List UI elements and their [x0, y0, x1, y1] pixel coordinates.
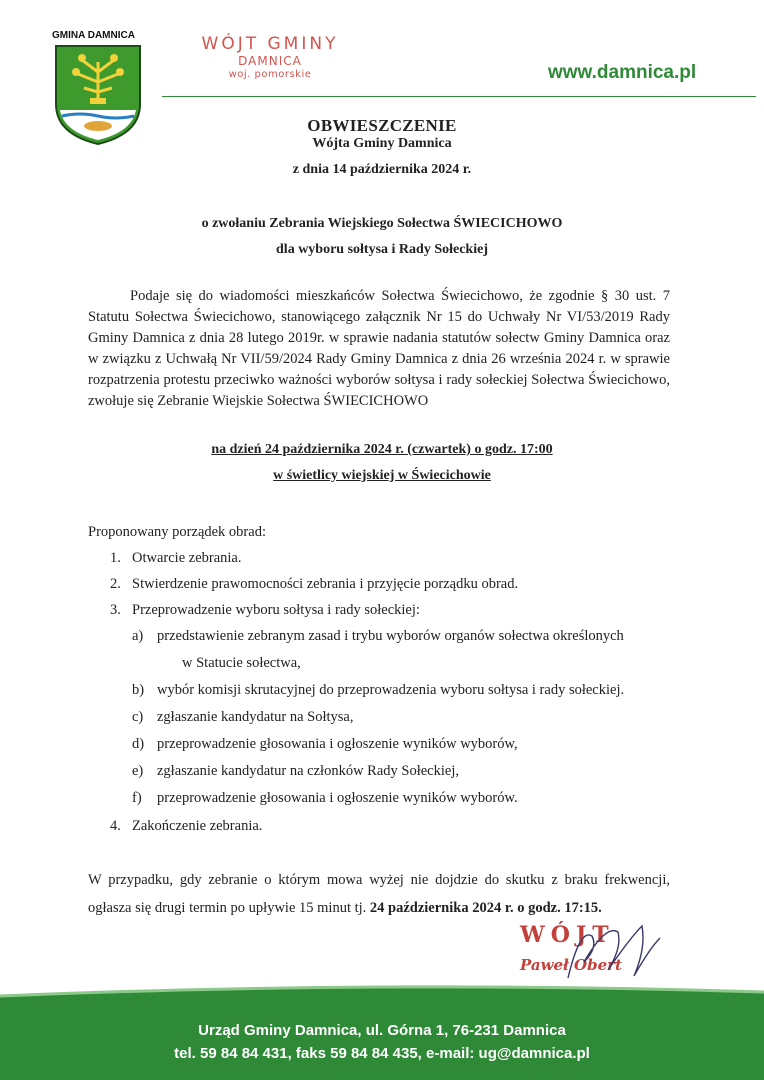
notice-date: z dnia 14 października 2024 r.	[292, 162, 472, 177]
stamp-city: DAMNICA	[238, 54, 302, 68]
agenda-subitem-label: e)	[132, 763, 144, 779]
agenda-subitem	[0, 682, 764, 702]
agenda-item	[0, 576, 764, 596]
agenda-subitem-text: przeprowadzenie głosowania i ogłoszenie wyników wyborów,	[157, 736, 518, 752]
agenda-subitem-text: zgłaszanie kandydatur na członków Rady Sołeckiej,	[157, 763, 459, 779]
agenda-subitem-label: a)	[132, 628, 144, 644]
agenda-item-number: 2.	[110, 576, 121, 592]
notice-paragraph: Podaje się do wiadomości mieszkańców Sołectwa Świecichowo, że zgodnie § 30 ust. 7 Statutu Sołectwa Świecichowo, stanowiącego załącznik Nr 15 do Uchwały Nr VI/53/2019 Rady Gminy Damnica z dnia 28 lutego 2019r. w sprawie nadania statutów sołectw Gminy Damnica oraz w związku z Uchwałą Nr VII/59/2024 Rady Gminy Damnica z dnia 26 września 2024 r. w sprawie rozpatrzenia protestu przeciwko ważności wyborów sołtysa i rady sołeckiej Sołectwa Świecichowo, zwołuje się Zebranie Wiejskie Sołectwa ŚWIECICHOWO	[88, 288, 670, 409]
handwritten-signature-icon	[510, 918, 670, 982]
agenda-item-number: 4.	[110, 818, 121, 834]
municipality-label: GMINA DAMNICA	[52, 30, 135, 41]
agenda-subitem-text: wybór komisji skrutacyjnej do przeprowadzenia wyboru sołtysa i rady sołeckiej.	[157, 682, 625, 698]
stamp-title: WÓJT GMINY	[201, 34, 339, 54]
meeting-date: na dzień 24 października 2024 r. (czwartek) o godz. 17:00	[211, 442, 553, 457]
agenda-item-text: Zakończenie zebrania.	[132, 818, 263, 834]
agenda-subitem-text: przeprowadzenie głosowania i ogłoszenie wyników wyborów.	[157, 790, 518, 806]
agenda-item-text: Stwierdzenie prawomocności zebrania i przyjęcie porządku obrad.	[132, 576, 519, 592]
website-link[interactable]: www.damnica.pl	[548, 62, 697, 83]
agenda-item-text: Otwarcie zebrania.	[132, 550, 242, 566]
stamp-region: woj. pomorskie	[228, 69, 312, 80]
agenda-subitem	[0, 736, 764, 756]
closing-second-term: 24 października 2024 r. o godz. 17:15.	[369, 900, 602, 916]
agenda-subitem	[0, 709, 764, 729]
agenda-item-text: Przeprowadzenie wyboru sołtysa i rady sołeckiej:	[132, 602, 420, 618]
agenda-subitem-label: b)	[132, 682, 145, 698]
signature-name: Paweł Obert	[520, 956, 622, 974]
agenda-subitem-text: przedstawienie zebranym zasad i trybu wyborów organów sołectwa określonych	[157, 628, 624, 644]
notice-topic-line-2: dla wyboru sołtysa i Rady Sołeckiej	[276, 242, 488, 257]
agenda-subitem	[0, 628, 764, 674]
agenda-subitem-label: f)	[132, 790, 142, 806]
notice-title: OBWIESZCZENIE	[307, 116, 457, 135]
agenda-item-number: 1.	[110, 550, 121, 566]
notice-topic-line-1: o zwołaniu Zebrania Wiejskiego Sołectwa ŚWIECICHOWO	[201, 216, 563, 231]
footer-contact: tel. 59 84 84 431, faks 59 84 84 435, e-mail: ug@damnica.pl	[174, 1045, 590, 1062]
header-divider	[162, 96, 756, 97]
closing-paragraph	[88, 866, 670, 922]
notice-subtitle: Wójta Gminy Damnica	[312, 136, 452, 151]
agenda-item	[0, 602, 764, 622]
footer-address: Urząd Gminy Damnica, ul. Górna 1, 76-231 Damnica	[198, 1022, 566, 1039]
agenda-subitem	[0, 763, 764, 783]
agenda-item	[0, 550, 764, 570]
meeting-place: w świetlicy wiejskiej w Świecichowie	[273, 468, 491, 483]
wojt-stamp	[200, 34, 340, 82]
notice-body	[88, 286, 670, 412]
closing-text: W przypadku, gdy zebranie o którym mowa wyżej nie dojdzie do skutku z braku frekwencji, ogłasza się drugi termin po upływie 15 minut tj.	[88, 872, 670, 916]
signature-stamp: WÓJT	[520, 922, 615, 948]
agenda-subitem	[0, 790, 764, 810]
agenda-item	[0, 818, 764, 838]
agenda-subitem-label: c)	[132, 709, 144, 725]
agenda-subitem-text: zgłaszanie kandydatur na Sołtysa,	[157, 709, 354, 725]
agenda-subitem-text-cont: w Statucie sołectwa,	[182, 655, 301, 671]
agenda-heading: Proponowany porządek obrad:	[88, 524, 266, 540]
agenda-item-number: 3.	[110, 602, 121, 618]
agenda-subitem-label: d)	[132, 736, 145, 752]
